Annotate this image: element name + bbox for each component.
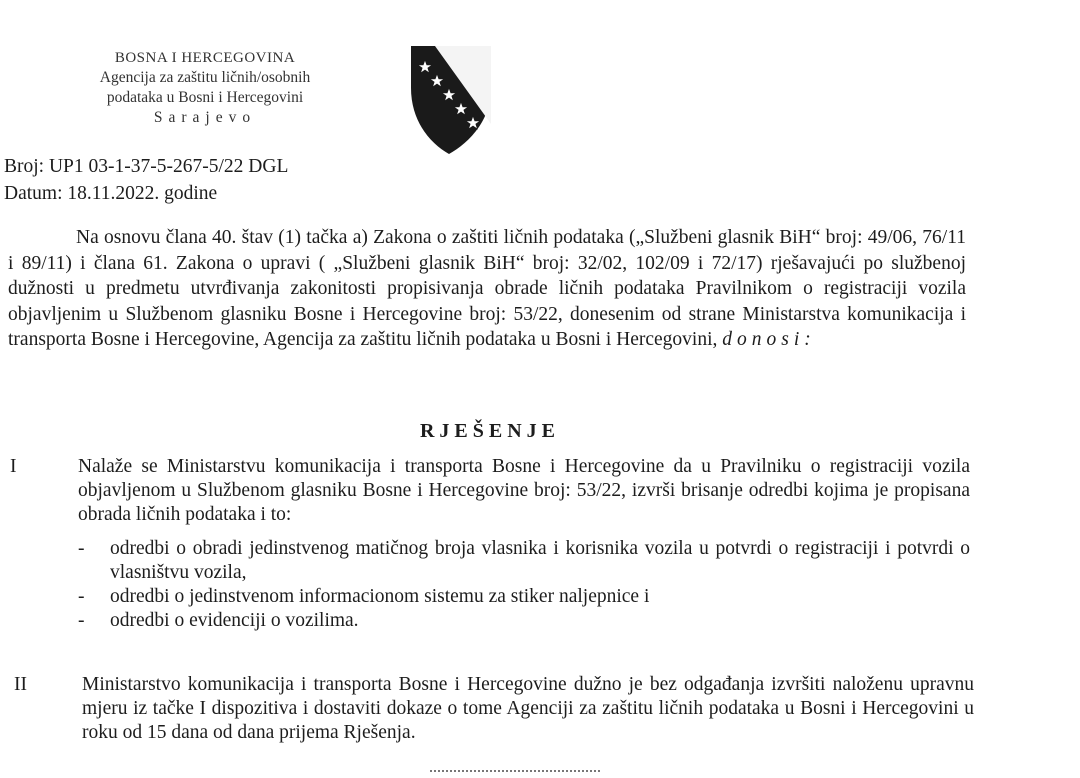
reference-date: Datum: 18.11.2022. godine <box>4 183 218 204</box>
letterhead-city: Sarajevo <box>153 109 257 126</box>
list-item <box>78 609 970 633</box>
list-item <box>78 585 970 609</box>
bullet-marker: - <box>78 610 85 631</box>
bullet-marker: - <box>78 586 85 607</box>
list-item-text: odredbi o jedinstvenom informacionom sistemu za stiker naljepnice i <box>110 586 650 607</box>
letterhead-agency-line-2: podataka u Bosni i Hercegovini <box>106 89 304 106</box>
section-numeral: II <box>14 674 27 695</box>
letterhead-agency-line-1: Agencija za zaštitu ličnih/osobnih <box>99 69 311 86</box>
preamble-text: Na osnovu člana 40. štav (1) tačka a) Zakona o zaštiti ličnih podataka („Službeni glasnik BiH“ broj: 49/06, 76/11 i 89/11) i člana 61. Zakona o upravi ( „Službeni glasnik BiH“ broj: 32/02, 102/09 i 72/17) rješavajući po službenoj dužnosti u predmetu utvrđivanja zakonitosti propisivanja obrade ličnih podataka Pravilnikom o registraciji vozila objavljenim u Službenom glasniku Bosne i Hercegovine broj: 53/22, donesenim od strane Ministarstva komunikacija i transporta Bosne i Hercegovine, Agencija za zaštitu ličnih podataka u Bosni i Hercegovini, <box>8 227 966 350</box>
bullet-marker: - <box>78 538 85 559</box>
list-item-text: odredbi o evidenciji o vozilima. <box>110 610 359 631</box>
preamble-paragraph <box>8 225 966 353</box>
reference-number: Broj: UP1 03-1-37-5-267-5/22 DGL <box>4 156 289 177</box>
list-item <box>78 537 970 585</box>
decision-title: RJEŠENJE <box>419 420 561 442</box>
section-text: Nalaže se Ministarstvu komunikacija i transporta Bosne i Hercegovine da u Pravilniku o registraciji vozila objavljenom u Službenom glasniku Bosne i Hercegovine broj: 53/22, izvrši brisanje odredbi kojima je propisana obrada ličnih podataka i to: <box>78 456 970 525</box>
provision-list <box>10 537 970 633</box>
section-text: Ministarstvo komunikacija i transporta Bosne i Hercegovine dužno je bez odgađanja izvršiti naloženu upravnu mjeru iz tačke I dispozitiva i dostaviti dokaze o tome Agenciji za zaštitu ličnih podataka u Bosni i Hercegovini u roku od 15 dana od dana prijema Rješenja. <box>82 674 974 743</box>
letterhead <box>60 48 350 128</box>
reference-block <box>4 153 288 207</box>
decision-section-1 <box>10 455 970 633</box>
preamble-donosi: donosi: <box>722 329 816 350</box>
decision-section-2 <box>14 673 974 745</box>
letterhead-country: BOSNA I HERCEGOVINA <box>114 50 296 66</box>
coat-of-arms-icon <box>405 44 495 156</box>
cut-off-text-fragment <box>430 770 600 778</box>
list-item-text: odredbi o obradi jedinstvenog matičnog broja vlasnika i korisnika vozila u potvrdi o registraciji i potvrdi o vlasništvu vozila, <box>110 538 970 583</box>
section-numeral: I <box>10 456 17 477</box>
